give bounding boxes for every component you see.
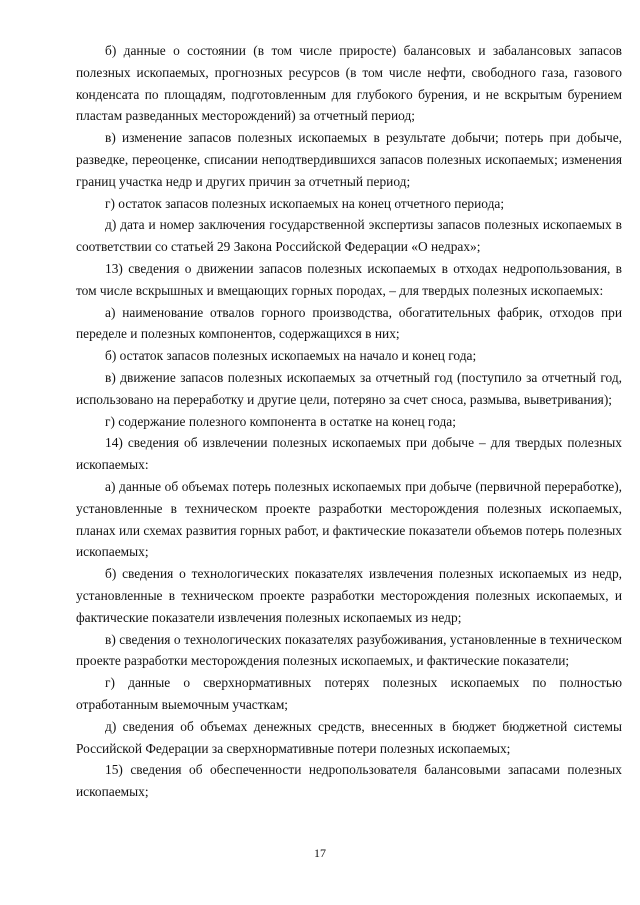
paragraph: а) данные об объемах потерь полезных ископаемых при добыче (первичной переработке), установленные в техническом проекте разработки месторождения полезных ископаемых, планах или схемах развития горных работ, и фактические показатели объемов потерь полезных ископаемых; [76, 478, 622, 560]
paragraph: д) дата и номер заключения государственной экспертизы запасов полезных ископаемых в соответствии со статьей 29 Закона Российской Федерации «О недрах»; [76, 217, 622, 255]
paragraph: б) сведения о технологических показателях извлечения полезных ископаемых из недр, установленные в техническом проекте разработки месторождения полезных ископаемых, и фактические показатели извлечения полезных ископаемых из недр; [76, 566, 622, 625]
paragraph: 15) сведения об обеспеченности недропользователя балансовыми запасами полезных ископаемых; [76, 762, 622, 800]
paragraph: в) движение запасов полезных ископаемых за отчетный год (поступило за отчетный год, использовано на переработку и другие цели, потеряно за счет сноса, размыва, выветривания); [76, 369, 622, 407]
document-body [76, 40, 622, 803]
paragraph: в) сведения о технологических показателях разубоживания, установленные в техническом проекте разработки месторождения полезных ископаемых, и фактические показатели; [76, 631, 622, 669]
paragraph: 14) сведения об извлечении полезных ископаемых при добыче – для твердых полезных ископаемых: [76, 435, 622, 473]
paragraph: а) наименование отвалов горного производства, обогатительных фабрик, отходов при переделе и полезных компонентов, содержащихся в них; [76, 304, 622, 342]
page-number: 17 [314, 846, 326, 860]
paragraph: д) сведения об объемах денежных средств, внесенных в бюджет бюджетной системы Российской Федерации за сверхнормативные потери полезных ископаемых; [76, 718, 622, 756]
paragraph: б) данные о состоянии (в том числе приросте) балансовых и забалансовых запасов полезных ископаемых, прогнозных ресурсов (в том числе нефти, свободного газа, газового конденсата по площадям, подготовленным для глубокого бурения, и не вскрытым бурением пластам разведанных месторождений) за отчетный период; [76, 43, 622, 124]
paragraph: г) содержание полезного компонента в остатке на конец года; [105, 413, 456, 429]
paragraph: 13) сведения о движении запасов полезных ископаемых в отходах недропользования, в том числе вскрышных и вмещающих горных породах, – для твердых полезных ископаемых: [76, 260, 622, 298]
paragraph: г) данные о сверхнормативных потерях полезных ископаемых по полностью отработанным выемочным участкам; [76, 675, 622, 712]
paragraph: б) остаток запасов полезных ископаемых на начало и конец года; [105, 348, 477, 364]
paragraph: г) остаток запасов полезных ископаемых на конец отчетного периода; [105, 195, 505, 211]
paragraph: в) изменение запасов полезных ископаемых в результате добычи; потерь при добыче, разведке, переоценке, списании неподтвердившихся запасов полезных ископаемых; изменения границ участка недр и других причин за отчетный период; [76, 130, 622, 189]
